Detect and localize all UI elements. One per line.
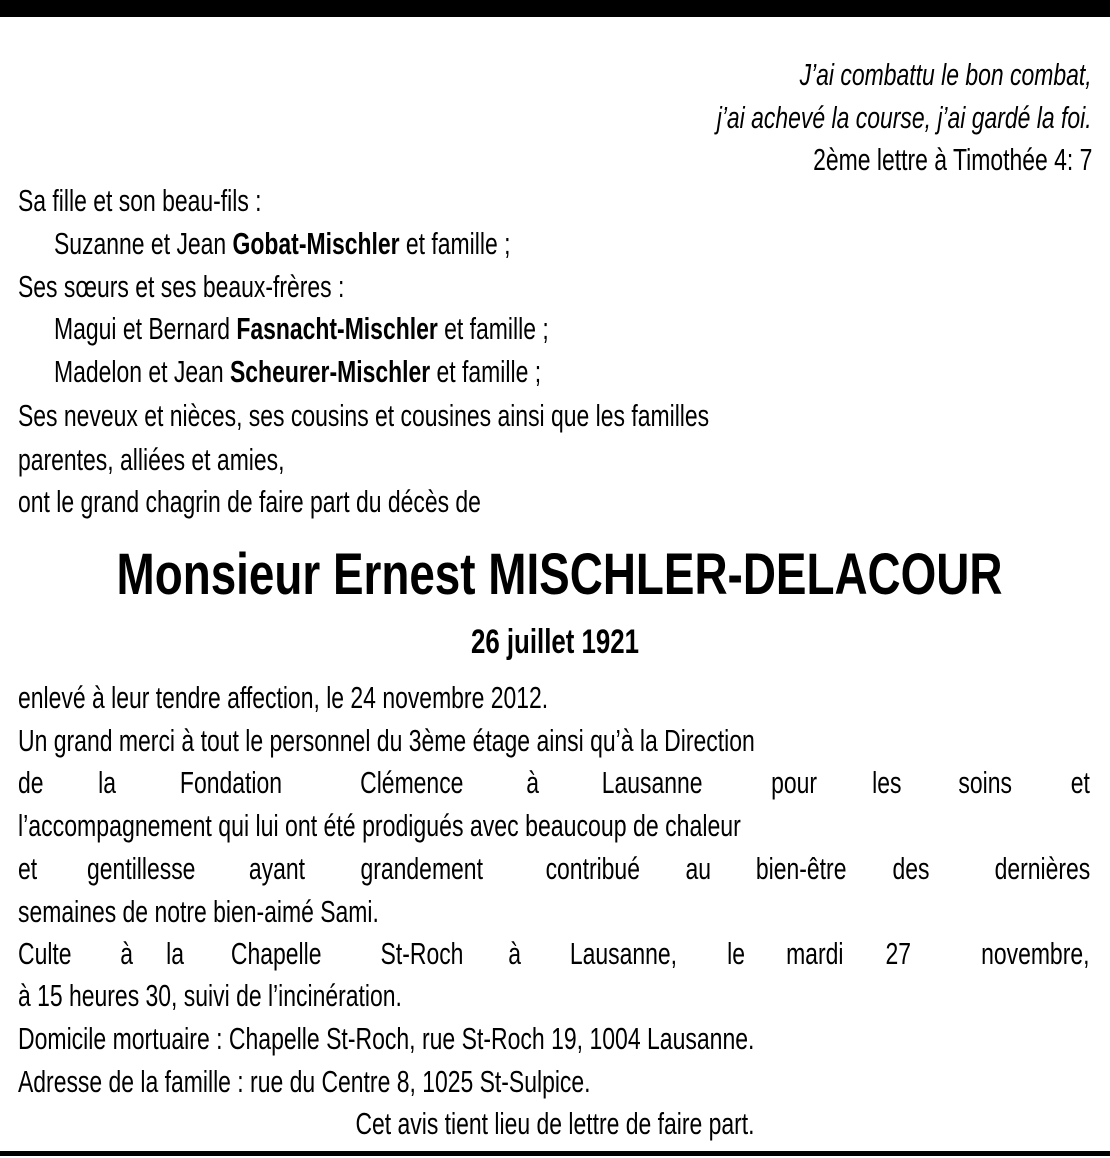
justified-word: à <box>120 936 134 971</box>
sisters-label: Ses sœurs et ses beaux-frères : <box>18 269 345 304</box>
domicile-line: Domicile mortuaire : Chapelle St-Roch, rue St-Roch 19, 1004 Lausanne. <box>18 1021 755 1056</box>
closing-line: Cet avis tient lieu de lettre de faire part. <box>355 1106 755 1141</box>
justified-word: les <box>872 765 902 800</box>
relatives-line-1: Ses neveux et nièces, ses cousins et cousines ainsi que les familles <box>18 398 710 433</box>
thanks-line-3: l’accompagnement qui lui ont été prodigués avec beaucoup de chaleur <box>18 808 741 843</box>
justified-word: et <box>18 851 38 886</box>
justified-word: de <box>18 765 44 800</box>
justified-word: bien-être <box>755 851 847 886</box>
justified-word: Clémence <box>360 765 464 800</box>
death-line: enlevé à leur tendre affection, le 24 novembre 2012. <box>18 680 549 715</box>
sister2-suffix: et famille ; <box>430 354 542 389</box>
sister1-family-name: Fasnacht-Mischler <box>236 311 438 346</box>
family-address-line: Adresse de la famille : rue du Centre 8, 1025 St-Sulpice. <box>18 1064 591 1099</box>
daughter-label: Sa fille et son beau-fils : <box>18 183 262 218</box>
justified-word: novembre, <box>981 936 1090 971</box>
announcement-line: ont le grand chagrin de faire part du décès de <box>18 484 481 519</box>
sister2-family-name: Scheurer-Mischler <box>229 354 431 389</box>
thanks-line-2 <box>18 763 1090 803</box>
justified-word: Culte <box>18 936 72 971</box>
epigraph-line-2: j’ai achevé la course, j’ai gardé la foi. <box>717 100 1092 135</box>
justified-word: Lausanne <box>601 765 703 800</box>
service-line-1 <box>18 934 1090 974</box>
justified-word: à <box>507 936 521 971</box>
justified-word: mardi <box>785 936 844 971</box>
justified-word: des <box>892 851 930 886</box>
birth-date: 26 juillet 1921 <box>470 623 640 661</box>
daughter-family-name: Gobat-Mischler <box>232 226 400 261</box>
justified-word: et <box>1070 765 1090 800</box>
justified-word: soins <box>958 765 1013 800</box>
justified-word: à <box>526 765 540 800</box>
relatives-line-2: parentes, alliées et amies, <box>18 442 285 477</box>
thanks-line-4 <box>18 849 1090 889</box>
bottom-border <box>0 1151 1110 1156</box>
top-border <box>0 0 1110 17</box>
justified-word: pour <box>770 765 817 800</box>
justified-word: St-Roch <box>380 936 464 971</box>
justified-word: dernières <box>994 851 1090 886</box>
epigraph-line-1: J’ai combattu le bon combat, <box>799 57 1092 92</box>
justified-word: contribué <box>545 851 640 886</box>
justified-word: la <box>166 936 185 971</box>
daughter-suffix: et famille ; <box>399 226 511 261</box>
justified-word: la <box>98 765 116 800</box>
sister-entry-2 <box>54 352 541 392</box>
justified-word: grandement <box>360 851 484 886</box>
justified-word: le <box>726 936 745 971</box>
sister-entry-1 <box>54 309 549 349</box>
daughter-first-names: Suzanne et Jean <box>54 226 233 261</box>
justified-word: gentillesse <box>87 851 196 886</box>
deceased-name: Monsieur Ernest MISCHLER-DELACOUR <box>116 542 1003 607</box>
thanks-line-5: semaines de notre bien-aimé Sami. <box>18 894 379 929</box>
justified-word: Lausanne, <box>569 936 677 971</box>
sister2-first-names: Madelon et Jean <box>54 354 230 389</box>
justified-word: Chapelle <box>231 936 322 971</box>
justified-word: 27 <box>885 936 912 971</box>
daughter-entry <box>54 224 510 264</box>
justified-word: Fondation <box>179 765 282 800</box>
sister1-first-names: Magui et Bernard <box>54 311 237 346</box>
justified-word: au <box>685 851 711 886</box>
sister1-suffix: et famille ; <box>437 311 549 346</box>
justified-word: ayant <box>248 851 306 886</box>
service-line-2: à 15 heures 30, suivi de l’incinération. <box>18 978 402 1013</box>
thanks-line-1: Un grand merci à tout le personnel du 3ème étage ainsi qu’à la Direction <box>18 723 755 758</box>
epigraph-reference: 2ème lettre à Timothée 4: 7 <box>812 142 1092 177</box>
